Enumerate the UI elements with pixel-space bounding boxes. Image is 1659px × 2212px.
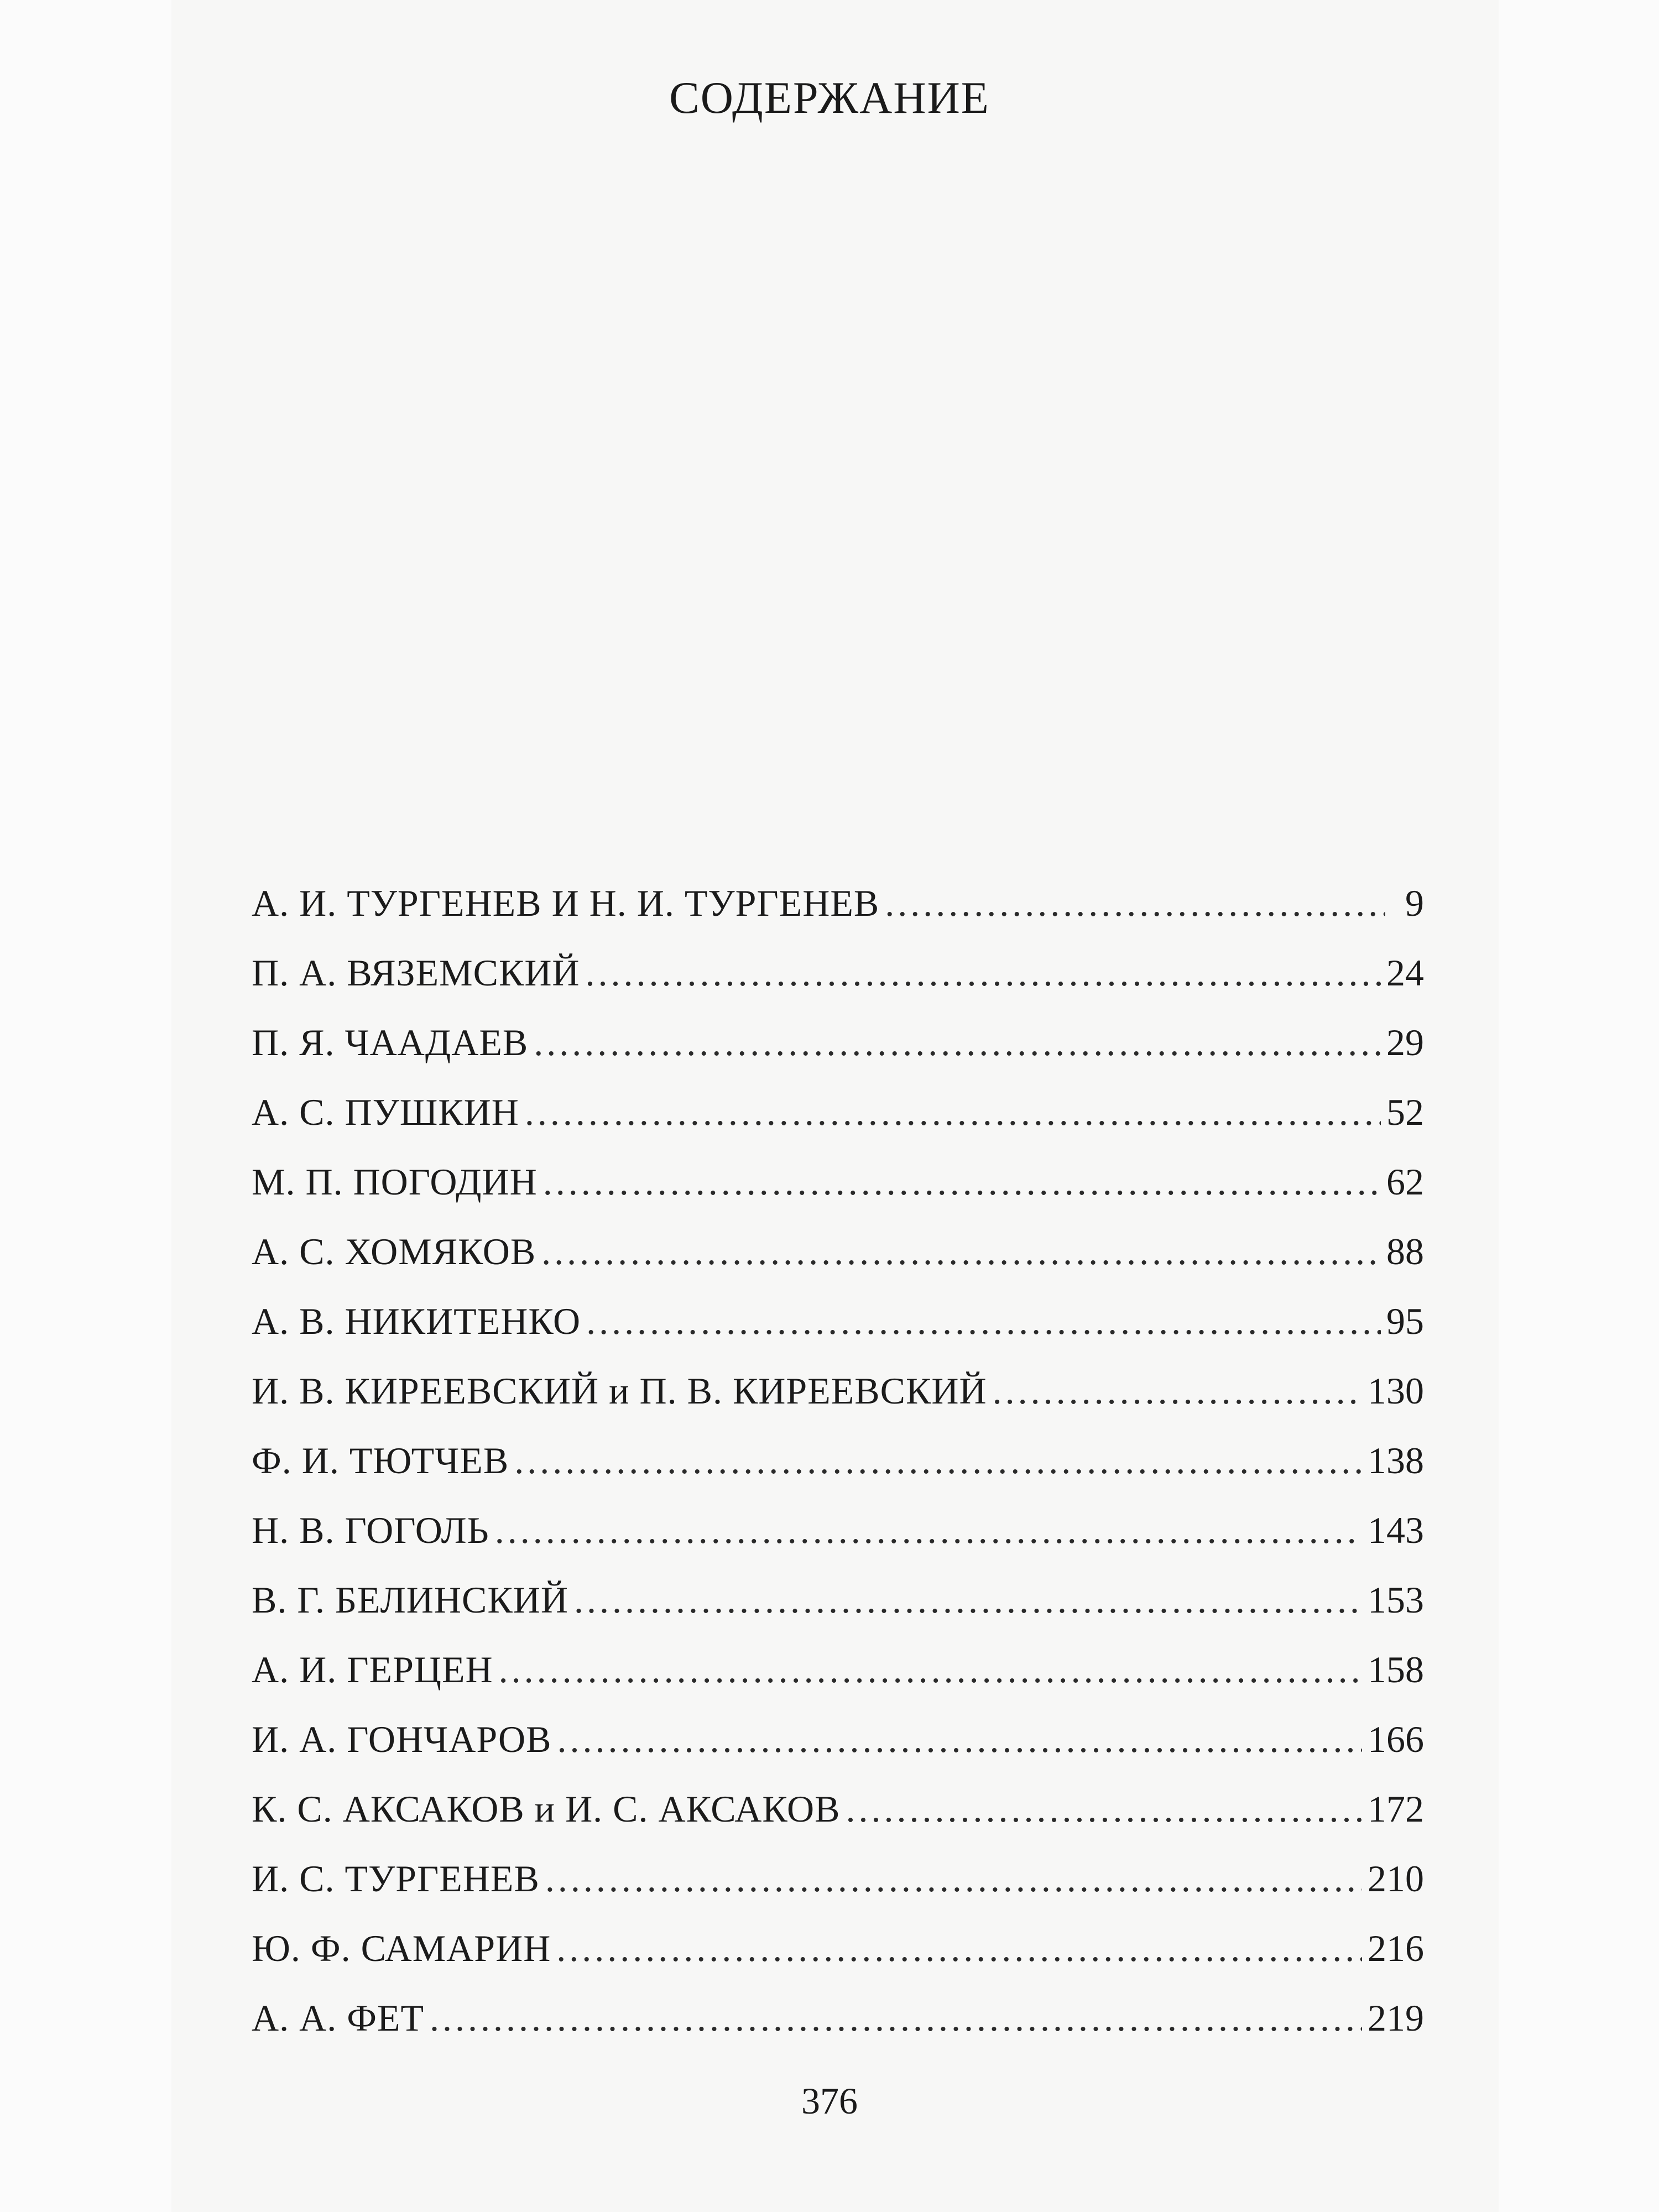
toc-dot-leader — [499, 1635, 1362, 1704]
toc-dot-leader — [574, 1565, 1362, 1635]
toc-entry — [252, 1077, 1424, 1147]
toc-entry-page: 29 — [1386, 1021, 1424, 1063]
toc-entry — [252, 1565, 1424, 1635]
toc-entry-author: А. С. ХОМЯКОВ — [252, 1230, 536, 1272]
toc-entry — [252, 1704, 1424, 1774]
toc-entry-page: 158 — [1368, 1648, 1424, 1691]
toc-entry-page: 24 — [1386, 952, 1424, 994]
toc-dot-leader — [514, 1426, 1362, 1495]
toc-entry-author: Ю. Ф. САМАРИН — [252, 1927, 551, 1969]
toc-entry — [252, 938, 1424, 1008]
toc-entry-page: 153 — [1368, 1579, 1424, 1621]
toc-entry — [252, 1913, 1424, 1983]
toc-entry — [252, 1983, 1424, 2053]
toc-entry — [252, 1774, 1424, 1844]
toc-entry-author: М. П. ПОГОДИН — [252, 1161, 538, 1203]
page-title: СОДЕРЖАНИЕ — [669, 72, 990, 123]
toc-entry-author: Ф. И. ТЮТЧЕВ — [252, 1439, 509, 1481]
toc-dot-leader — [543, 1147, 1381, 1217]
toc-entry-author: И. С. ТУРГЕНЕВ — [252, 1858, 540, 1900]
page-number: 376 — [801, 2080, 858, 2122]
toc-dot-leader — [586, 938, 1381, 1008]
toc-entry — [252, 1844, 1424, 1913]
toc-entry-page: 130 — [1368, 1370, 1424, 1412]
toc-dot-leader — [885, 868, 1385, 938]
toc-entry-author: П. Я. ЧААДАЕВ — [252, 1021, 529, 1063]
toc-entry-page: 210 — [1368, 1858, 1424, 1900]
toc-entry — [252, 1147, 1424, 1217]
toc-dot-leader — [534, 1008, 1381, 1077]
toc-dot-leader — [556, 1913, 1362, 1983]
table-of-contents — [252, 868, 1424, 2053]
toc-entry-author: И. В. КИРЕЕВСКИЙ и П. В. КИРЕЕВСКИЙ — [252, 1370, 987, 1412]
toc-entry-page: 166 — [1368, 1718, 1424, 1760]
toc-entry — [252, 1635, 1424, 1704]
toc-entry-page: 95 — [1386, 1300, 1424, 1342]
toc-entry-author: К. С. АКСАКОВ и И. С. АКСАКОВ — [252, 1788, 841, 1830]
toc-entry-author: А. В. НИКИТЕНКО — [252, 1300, 581, 1342]
toc-entry — [252, 868, 1424, 938]
toc-entry-page: 52 — [1386, 1091, 1424, 1133]
toc-entry-page: 62 — [1386, 1161, 1424, 1203]
toc-dot-leader — [545, 1844, 1362, 1913]
toc-dot-leader — [586, 1286, 1381, 1356]
toc-entry — [252, 1495, 1424, 1565]
toc-entry-author: А. С. ПУШКИН — [252, 1091, 519, 1133]
toc-dot-leader — [846, 1774, 1362, 1844]
toc-dot-leader — [495, 1495, 1362, 1565]
toc-dot-leader — [541, 1217, 1381, 1286]
toc-entry-author: П. А. ВЯЗЕМСКИЙ — [252, 952, 580, 994]
toc-entry-page: 138 — [1368, 1439, 1424, 1481]
toc-entry — [252, 1008, 1424, 1077]
toc-dot-leader — [430, 1983, 1362, 2053]
toc-entry — [252, 1286, 1424, 1356]
toc-entry-page: 172 — [1368, 1788, 1424, 1830]
toc-entry — [252, 1217, 1424, 1286]
toc-entry-author: Н. В. ГОГОЛЬ — [252, 1509, 489, 1551]
toc-entry-page: 88 — [1386, 1230, 1424, 1272]
toc-entry — [252, 1356, 1424, 1426]
toc-entry-page: 219 — [1368, 1997, 1424, 2039]
toc-dot-leader — [557, 1704, 1362, 1774]
toc-entry-author: А. И. ГЕРЦЕН — [252, 1648, 493, 1691]
toc-entry-author: А. А. ФЕТ — [252, 1997, 425, 2039]
toc-entry-page: 143 — [1368, 1509, 1424, 1551]
toc-entry-author: И. А. ГОНЧАРОВ — [252, 1718, 552, 1760]
toc-dot-leader — [525, 1077, 1381, 1147]
toc-entry-page: 216 — [1368, 1927, 1424, 1969]
toc-entry-author: В. Г. БЕЛИНСКИЙ — [252, 1579, 568, 1621]
toc-dot-leader — [993, 1356, 1362, 1426]
toc-entry-page: 9 — [1405, 882, 1424, 924]
toc-entry-author: А. И. ТУРГЕНЕВ И Н. И. ТУРГЕНЕВ — [252, 882, 880, 924]
toc-entry — [252, 1426, 1424, 1495]
